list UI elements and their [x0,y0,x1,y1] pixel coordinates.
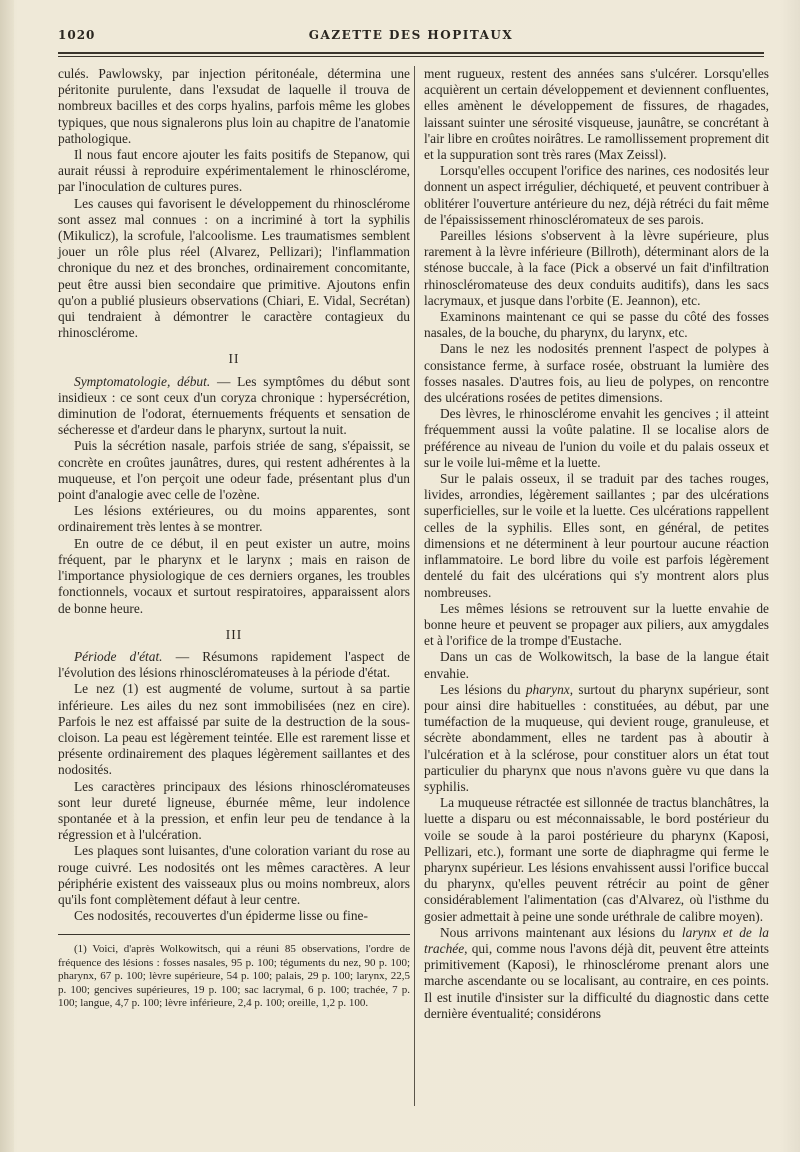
paragraph: ment rugueux, restent des années sans s'ulcérer. Lorsqu'elles acquièrent un certain développement et deviennent confluentes, elles amènent le développement de fissures, de rhagades, laissant suinter une sérosité visqueuse, jaunâtre, se concrétant à l'air libre en croûtes noirâtres. Le ramollissement proprement dit et la suppuration sont très rares (Max Zeissl). [424,66,769,163]
left-column [58,66,410,1010]
paragraph: Examinons maintenant ce qui se passe du côté des fosses nasales, de la bouche, du pharynx, du larynx, etc. [424,309,769,341]
paragraph: Sur le palais osseux, il se traduit par des taches rouges, livides, arrondies, légèrement saillantes ; par des ulcérations superficielles, sur le voile et la luette. Ces ulcérations rappellent celles de la syphilis. Elles sont, en général, de petites dimensions et ne déterminent à leur pourtour aucune réaction inflammatoire. Le bord libre du voile est parfois légèrement dentelé du fait des ulcérations qui s'y montrent alors plus nombreuses. [424,471,769,600]
paragraph: La muqueuse rétractée est sillonnée de tractus blanchâtres, la luette a disparu ou est méconnaissable, le bord postérieur du voile se soude à la paroi postérieure du pharynx (Kaposi, Pellizari, etc.), formant une sorte de diaphragme qui ferme le pharynx supérieur. Les lésions envahissent aussi l'orifice buccal du pharynx, qu'elles peuvent rétrécir au point de gêner considérablement l'alimentation (cas d'Alvarez, où l'isthme du gosier admettait à peine une sonde uréthrale de calibre moyen). [424,795,769,924]
paragraph: Les causes qui favorisent le développement du rhinosclérome sont assez mal connues : on a incriminé à tort la syphilis (Mikulicz), la scrofule, l'alcoolisme. Les traumatismes semblent jouer un rôle plus réel (Alvarez, Pellizari); l'inflammation chronique du nez et des bronches, ordinairement concomitante, peut être aussi bien secondaire que primitive. Ajoutons enfin qu'on a publié plusieurs observations (Chiari, E. Vidal, Secrétan) qui tendraient à démontrer le caractère contagieux du rhinosclérome. [58,195,410,341]
paragraph [58,374,410,439]
column-divider [414,66,415,1106]
paragraph-text: , qui, comme nous l'avons déjà dit, peuvent être atteints primitivement (Kaposi), le rhinosclérome prenant alors une marche ascendante ou se localisant, au contraire, en ces points. Il est inutile d'insister sur la difficulté du diagnostic dans cette dernière éventualité; considérons [424,940,769,1021]
paragraph: Puis la sécrétion nasale, parfois striée de sang, s'épaissit, se concrète en croûtes jaunâtres, dures, qui restent adhérentes à la muqueuse, et l'on perçoit une odeur fade, présentant plus d'un point d'analogie avec celle de l'ozène. [58,438,410,503]
paragraph-text: Nous arrivons maintenant aux lésions du [440,924,682,940]
paragraph [424,925,769,1022]
footnote-rule [58,934,410,935]
paragraph: En outre de ce début, il en peut exister un autre, moins fréquent, par le pharynx et le larynx ; mais en raison de l'importance physiologique de ces derniers organes, les troubles fonctionnels, vocaux et surtout respiratoires, apparaissent alors de bonne heure. [58,535,410,616]
paragraph: culés. Pawlowsky, par injection péritonéale, détermina une péritonite purulente, dans l'exsudat de laquelle il trouva de nombreux bacilles et des corps hyalins, parfois même les globes typiques, que nous signalerons plus loin au chapitre de l'anatomie pathologique. [58,66,410,146]
section-heading: Symptomatologie, début. [74,373,211,389]
header-rule-thin [58,56,764,57]
footnote: (1) Voici, d'après Wolkowitsch, qui a réuni 85 observations, l'ordre de fréquence des lésions : fosses nasales, 95 p. 100; téguments du nez, 90 p. 100; pharynx, 67 p. 100; lèvre supérieure, 54 p. 100; palais, 29 p. 100; larynx, 22,5 p. 100; gencives supérieures, 19 p. 100; sac lacrymal, 6 p. 100; trachée, 7 p. 100; langue, 4,7 p. 100; lèvre inférieure, 2,4 p. 100; oreille, 1,2 p. 100. [58,943,410,1009]
paragraph [58,649,410,681]
page-number: 1020 [58,28,96,42]
emphasis: larynx et de la trachée [424,924,769,956]
paragraph-text: — Les symptômes du début sont insidieux : ce sont ceux d'un coryza chronique : hypersécrétion, diminution de l'odorat, éternuements fréquents et sensation de sécheresse et d'ardeur dans le pharynx, surtout la nuit. [58,373,410,438]
emphasis: pharynx [525,681,570,697]
paragraph: Dans le nez les nodosités prennent l'aspect de polypes à consistance ferme, à surface rosée, obstruant la lumière des fosses nasales. D'autres fois, au lieu de polypes, on rencontre des ulcérations rosées de petites dimensions. [424,341,769,406]
page-header [58,28,764,48]
paragraph: Dans un cas de Wolkowitsch, la base de la langue était envahie. [424,649,769,681]
paragraph: Pareilles lésions s'observent à la lèvre supérieure, plus rarement à la lèvre inférieure (Billroth), déterminant alors de la sténose buccale, à la face (Pick a observé un fait d'infiltration rhinoscléromateuse des deux conduits auditifs), dans les sacs lacrymaux, et jusque dans l'orbite (E. Jeannon), etc. [424,228,769,308]
header-rule-thick [58,52,764,54]
section-heading: Période d'état. [74,648,163,664]
page-binding-edge [0,0,14,1152]
right-column [424,66,769,1022]
paragraph-text: — Résumons rapidement l'aspect de l'évolution des lésions rhinoscléromateuses à la période d'état. [58,648,410,681]
paragraph-text: , surtout du pharynx supérieur, sont pour ainsi dire habituelles : constituées, au début, par une tuméfaction de la muqueuse, qui devient rouge, granuleuse, et sécrète abondamment, elles ne tardent pas à aboutir à l'ulcération et à la sclérose, pour constituer alors un état tout particulier du pharynx que nous n'avons guère vu que dans la syphilis. [424,681,769,794]
paragraph: Il nous faut encore ajouter les faits positifs de Stepanow, qui aurait réussi à reproduire expérimentalement le rhinosclérome, par l'inoculation de cultures pures. [58,147,410,195]
paragraph: Ces nodosités, recouvertes d'un épiderme lisse ou fine- [74,908,368,924]
paragraph [424,682,769,795]
section-number: II [228,351,240,367]
paragraph: Lorsqu'elles occupent l'orifice des narines, ces nodosités leur donnent un aspect irrégulier, déchiqueté, et peuvent contribuer à oblitérer l'ouverture antérieure du nez, déjà rétréci du fait même de l'épaississement rhinoscléromateux de ses parois. [424,163,769,227]
section-number: III [225,626,243,642]
paragraph: Les mêmes lésions se retrouvent sur la luette envahie de bonne heure et peuvent se propager aux piliers, aux amygdales et à l'orifice de la trompe d'Eustache. [424,600,769,649]
paragraph: Les plaques sont luisantes, d'une coloration variant du rose au rouge cuivré. Les nodosités ont les mêmes caractères. A leur périphérie existent des vaisseaux plus ou moins nombreux, alors qu'ils font complètement défaut à leur centre. [58,843,410,907]
journal-title: GAZETTE DES HOPITAUX [308,28,514,42]
paragraph: Les caractères principaux des lésions rhinoscléromateuses sont leur dureté ligneuse, éburnée même, leur indolence spontanée et à la pression, et enfin leur peu de tendance à la régression et à l'ulcération. [58,778,410,843]
paragraph: Les lésions extérieures, ou du moins apparentes, sont ordinairement très lentes à se montrer. [58,503,410,535]
paragraph: Des lèvres, le rhinosclérome envahit les gencives ; il atteint fréquemment aussi la voûte palatine. Il se localise alors de préférence au niveau de l'union du voile et du palais osseux et sur le voile lui-même et la luette. [424,406,769,470]
paragraph-text: Les lésions du [440,681,526,697]
paragraph: Le nez (1) est augmenté de volume, surtout à sa partie inférieure. Les ailes du nez sont immobilisées (nez en cire). Parfois le nez est affaissé par suite de la destruction de la sous-cloison. La peau est légèrement teintée. Elle est rarement lisse et présente ordinairement des plaques légèrement saillantes et des nodosités. [58,681,410,778]
